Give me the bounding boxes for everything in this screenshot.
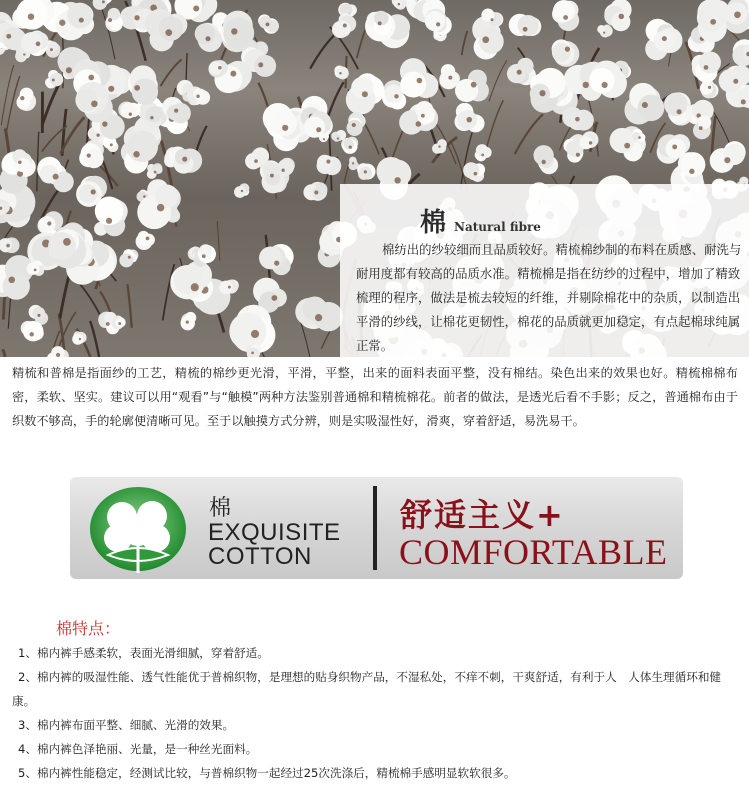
banner-divider: [373, 486, 377, 570]
feature-item: 2、棉内裤的吸湿性能、透气性能优于普棉织物，是理想的贴身织物产品，不湿私处，不痒不刺，干爽舒适，有利于人 人体生理循环和健康。: [12, 670, 722, 708]
feature-item: 4、棉内裤色泽艳丽、光量，是一种丝光面料。: [18, 742, 258, 756]
slogan-en: COMFORTABLE: [399, 532, 668, 572]
brand-name-en-line2: COTTON: [208, 543, 312, 570]
brand-name-en-line1: EXQUISITE: [208, 519, 341, 546]
feature-item: 3、棉内裤布面平整、细腻、光滑的效果。: [18, 718, 235, 732]
title-zh: 棉: [420, 208, 447, 238]
features-list: [12, 641, 740, 785]
brand-name-zh: 棉: [209, 496, 232, 521]
title-en: Natural fibre: [454, 220, 541, 234]
cotton-boll-logo-icon: [88, 483, 188, 575]
slogan-zh: 舒适主义+: [400, 496, 565, 534]
section-title: [420, 202, 541, 239]
intro-text: 棉纺出的纱较细而且品质较好。精梳棉纱制的布料在质感、耐洗与耐用度都有较高的品质水准。精梳棉是指在纺纱的过程中，增加了精致梳理的程序，做法是梳去较短的纤维，并剔除棉花中的杂质，以制造出平滑的纱线，让棉花更韧性，棉花的品质就更加稳定，有点起棉球纯属正常。: [356, 242, 742, 353]
body-text: 精梳和普棉是指面纱的工艺，精梳的棉纱更光滑，平滑，平整，出来的面料表面平整，没有棉结。染色出来的效果也好。精梳棉棉布密，柔软、坚实。建议可以用“观看”与“触模”两种方法鉴别普通棉和精梳棉花。前者的做法，是透光后看不手影；反之，普通棉布由于织数不够高，手的轮廓便清晰可见。至于以触摸方式分辨，则是实吸湿性好，滑爽，穿着舒适，易洗易干。: [12, 366, 738, 428]
features-title: 棉特点：: [56, 619, 121, 638]
feature-item: 1、棉内裤手感柔软，表面光滑细腻，穿着舒适。: [18, 646, 269, 660]
feature-item: 5、棉内裤性能稳定，经测试比较，与普棉织物一起经过25次洗涤后，精梳棉手感明显软软很多。: [18, 766, 516, 780]
